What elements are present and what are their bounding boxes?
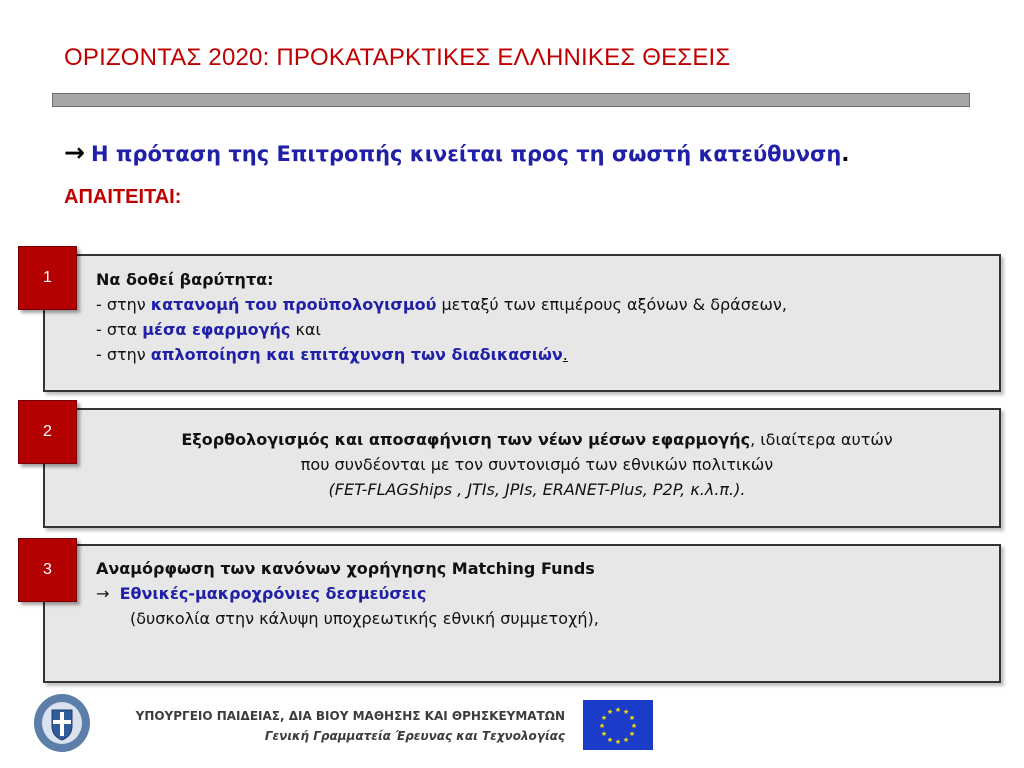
svg-text:★: ★ <box>600 730 608 738</box>
svg-text:★: ★ <box>606 736 614 744</box>
footer-text <box>100 706 565 746</box>
requirement-line-3b: → Εθνικές-μακροχρόνιες δεσμεύσεις <box>96 584 427 603</box>
requirement-text-2 <box>92 427 982 502</box>
requirement-heading-1: Να δοθεί βαρύτητα: <box>96 270 274 289</box>
svg-text:★: ★ <box>622 736 630 744</box>
requirement-line-3c: (δυσκολία στην κάλυψη υποχρεωτικής εθνική συμμετοχή), <box>130 609 599 628</box>
svg-text:★: ★ <box>600 714 608 722</box>
svg-text:★: ★ <box>614 738 622 746</box>
main-statement <box>64 138 849 167</box>
requirement-number-badge-3: 3 <box>18 538 77 602</box>
svg-text:★: ★ <box>622 708 630 716</box>
requirement-line-2c: (FET-FLAGShips , JTIs, JPIs, ERANET-Plus, P2P, κ.λ.π.). <box>328 480 746 499</box>
requirement-text-1 <box>96 267 986 367</box>
svg-text:★: ★ <box>606 708 614 716</box>
page-title: ΟΡΙΖΟΝΤΑΣ 2020: ΠΡΟΚΑΤΑΡΚΤΙΚΕΣ ΕΛΛΗΝΙΚΕΣ ΘΕΣΕΙΣ <box>64 44 731 71</box>
ministry-name: ΥΠΟΥΡΓΕΙΟ ΠΑΙΔΕΙΑΣ, ΔΙΑ ΒΙΟΥ ΜΑΘΗΣΗΣ ΚΑΙ ΘΡΗΣΚΕΥΜΑΤΩΝ <box>135 709 565 723</box>
requirement-line-2a: Εξορθολογισμός και αποσαφήνιση των νέων μέσων εφαρμογής, ιδιαίτερα αυτών <box>181 430 893 449</box>
svg-text:★: ★ <box>614 706 622 714</box>
requires-label: ΑΠΑΙΤΕΙΤΑΙ: <box>64 186 182 208</box>
greek-emblem-icon <box>32 692 92 754</box>
requirement-line-budget: - στην κατανομή του προϋπολογισμού μεταξύ των επιμέρους αξόνων & δράσεων, <box>96 295 787 314</box>
requirement-text-3 <box>96 556 986 631</box>
statement-text: Η πρόταση της Επιτροπής κινείται προς τη σωστή κατεύθυνση <box>90 142 842 166</box>
title-divider-bar <box>52 93 970 107</box>
requirement-number-badge-1: 1 <box>18 246 77 310</box>
requirement-line-2b: που συνδέονται με τον συντονισμό των εθνικών πολιτικών <box>300 455 774 474</box>
requirement-heading-3: Αναμόρφωση των κανόνων χορήγησης Matching Funds <box>96 559 595 578</box>
statement-end: . <box>841 142 850 166</box>
arrow-right-icon: → <box>64 138 85 167</box>
requirement-number-badge-2: 2 <box>18 400 77 464</box>
arrow-right-icon: → <box>96 584 110 603</box>
svg-text:★: ★ <box>628 714 636 722</box>
requirement-line-means: - στα μέσα εφαρμογής και <box>96 320 321 339</box>
secretariat-name: Γενική Γραμματεία Έρευνας και Τεχνολογίας <box>264 729 565 743</box>
svg-text:★: ★ <box>598 722 606 730</box>
svg-text:★: ★ <box>630 722 638 730</box>
eu-flag-icon <box>583 700 653 750</box>
requirement-line-simplification: - στην απλοποίηση και επιτάχυνση των διαδικασιών. <box>96 345 568 364</box>
svg-text:★: ★ <box>628 730 636 738</box>
